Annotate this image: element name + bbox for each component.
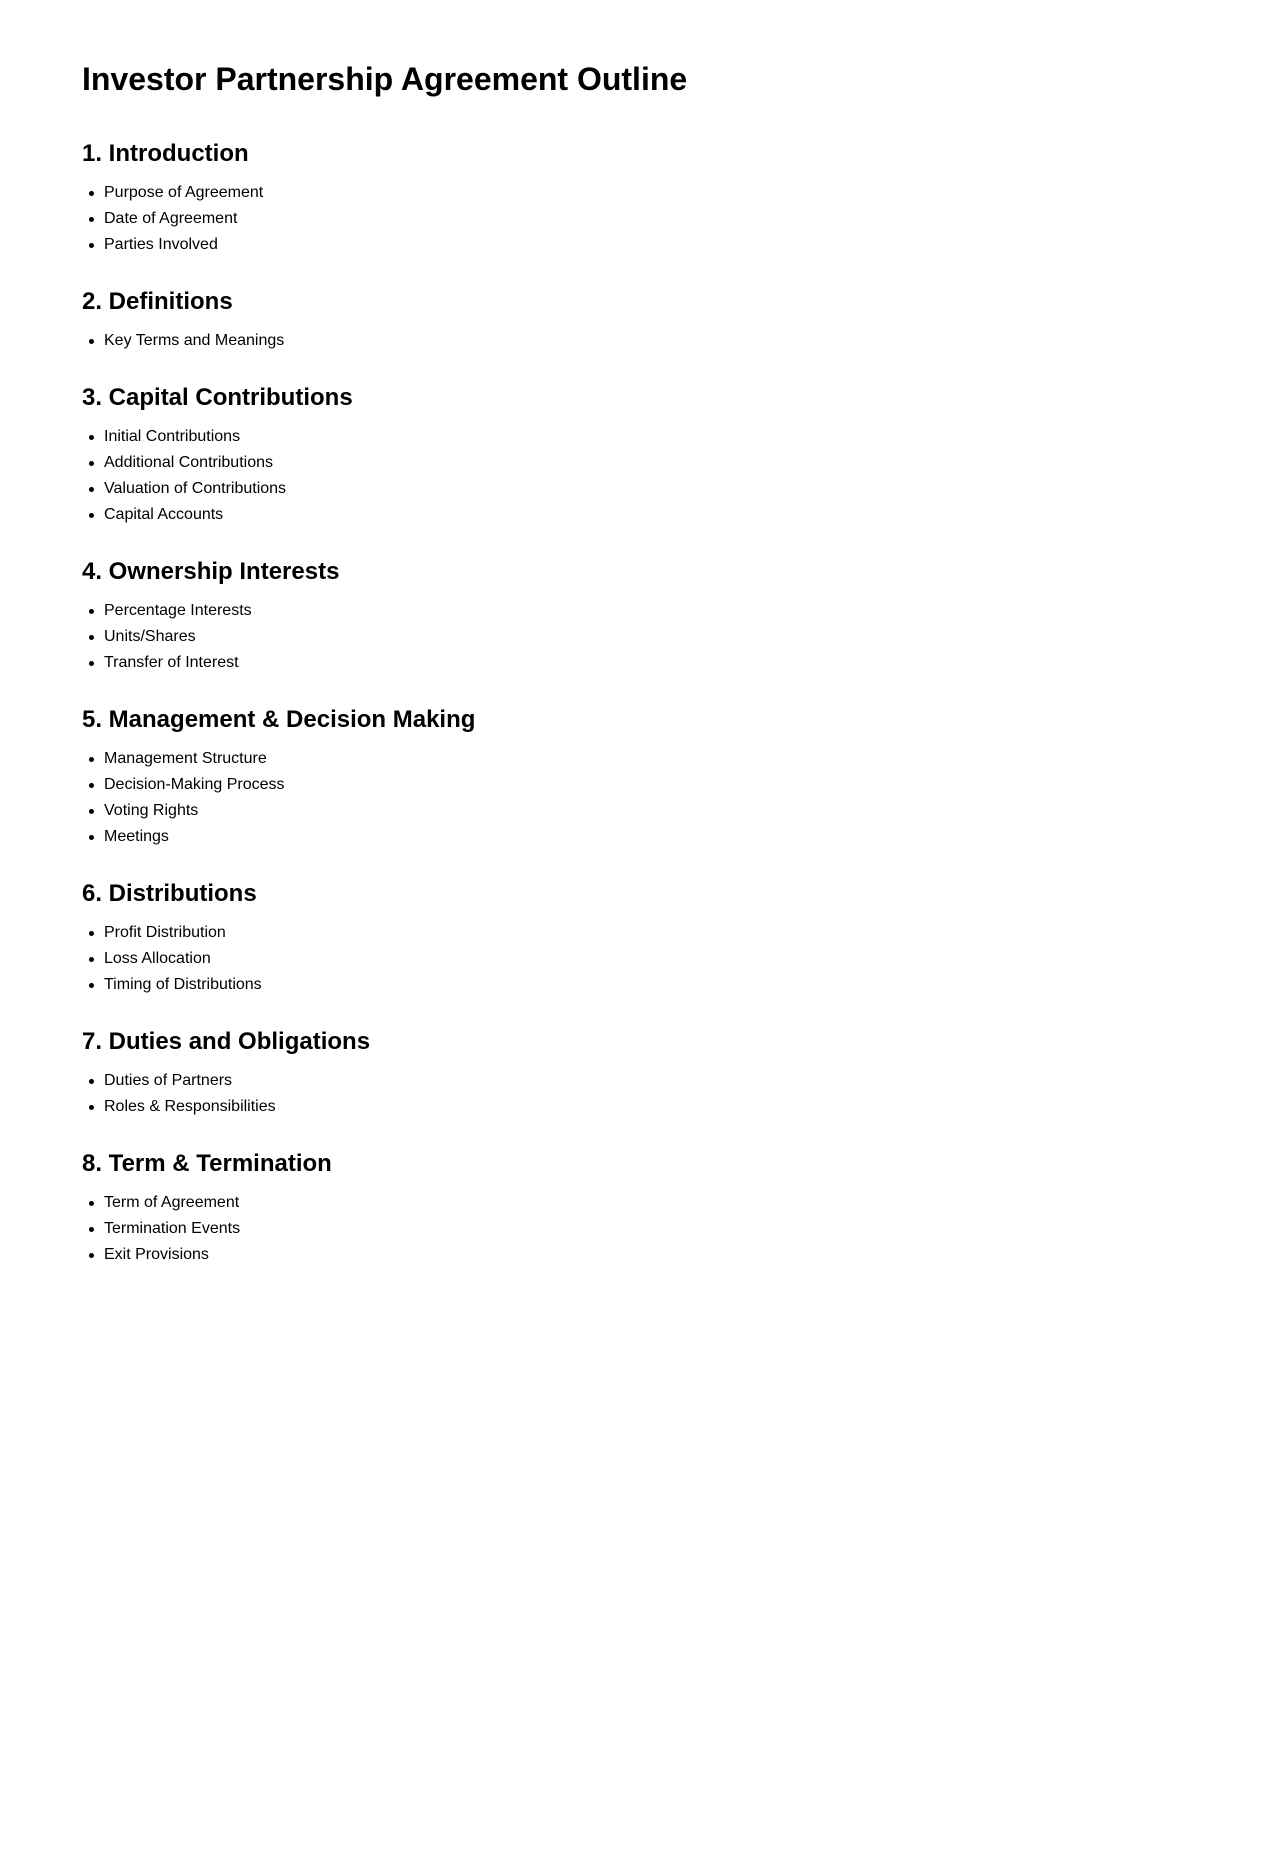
list-item-text: Initial Contributions <box>104 428 241 445</box>
list-item-text: Purpose of Agreement <box>104 184 264 201</box>
section-list <box>82 328 1263 354</box>
bullet-icon <box>89 783 94 788</box>
section-heading: 1. Introduction <box>82 140 249 167</box>
section-heading: 2. Definitions <box>82 288 233 315</box>
bullet-icon <box>89 609 94 614</box>
list-item <box>104 232 1263 258</box>
list-item <box>104 598 1263 624</box>
bullet-icon <box>89 809 94 814</box>
list-item <box>104 772 1263 798</box>
list-item-text: Roles & Responsibilities <box>104 1098 276 1115</box>
list-item-text: Exit Provisions <box>104 1246 209 1263</box>
list-item-text: Additional Contributions <box>104 454 273 471</box>
bullet-icon <box>89 461 94 466</box>
section-introduction <box>82 140 1263 258</box>
section-list <box>82 920 1263 998</box>
list-item <box>104 798 1263 824</box>
bullet-icon <box>89 835 94 840</box>
bullet-icon <box>89 487 94 492</box>
list-item-text: Parties Involved <box>104 236 218 253</box>
list-item <box>104 424 1263 450</box>
list-item-text: Loss Allocation <box>104 950 211 967</box>
section-distributions <box>82 880 1263 998</box>
section-term-termination <box>82 1150 1263 1268</box>
list-item <box>104 946 1263 972</box>
bullet-icon <box>89 931 94 936</box>
list-item-text: Units/Shares <box>104 628 196 645</box>
section-heading: 6. Distributions <box>82 880 257 907</box>
list-item <box>104 972 1263 998</box>
list-item <box>104 1242 1263 1268</box>
bullet-icon <box>89 957 94 962</box>
list-item <box>104 476 1263 502</box>
list-item <box>104 1190 1263 1216</box>
list-item-text: Capital Accounts <box>104 506 224 523</box>
list-item <box>104 1094 1263 1120</box>
section-heading: 8. Term & Termination <box>82 1150 332 1177</box>
bullet-icon <box>89 339 94 344</box>
list-item <box>104 1216 1263 1242</box>
list-item <box>104 328 1263 354</box>
section-list <box>82 424 1263 528</box>
list-item-text: Meetings <box>104 828 169 845</box>
list-item <box>104 206 1263 232</box>
section-list <box>82 180 1263 258</box>
bullet-icon <box>89 983 94 988</box>
section-list <box>82 1068 1263 1120</box>
list-item-text: Voting Rights <box>104 802 199 819</box>
list-item <box>104 1068 1263 1094</box>
list-item <box>104 624 1263 650</box>
section-list <box>82 598 1263 676</box>
section-definitions <box>82 288 1263 354</box>
section-capital-contributions <box>82 384 1263 528</box>
bullet-icon <box>89 435 94 440</box>
list-item <box>104 650 1263 676</box>
list-item-text: Percentage Interests <box>104 602 252 619</box>
list-item <box>104 746 1263 772</box>
list-item-text: Profit Distribution <box>104 924 226 941</box>
section-duties-obligations <box>82 1028 1263 1120</box>
section-ownership-interests <box>82 558 1263 676</box>
list-item-text: Transfer of Interest <box>104 654 239 671</box>
list-item <box>104 920 1263 946</box>
bullet-icon <box>89 1079 94 1084</box>
section-heading: 4. Ownership Interests <box>82 558 340 585</box>
list-item-text: Key Terms and Meanings <box>104 332 285 349</box>
bullet-icon <box>89 1105 94 1110</box>
bullet-icon <box>89 1227 94 1232</box>
bullet-icon <box>89 1253 94 1258</box>
list-item-text: Date of Agreement <box>104 210 238 227</box>
page-title: Investor Partnership Agreement Outline <box>82 61 688 97</box>
bullet-icon <box>89 661 94 666</box>
list-item-text: Termination Events <box>104 1220 241 1237</box>
bullet-icon <box>89 635 94 640</box>
section-heading: 3. Capital Contributions <box>82 384 353 411</box>
list-item-text: Management Structure <box>104 750 267 767</box>
section-management-decision-making <box>82 706 1263 850</box>
bullet-icon <box>89 191 94 196</box>
section-heading: 7. Duties and Obligations <box>82 1028 371 1055</box>
bullet-icon <box>89 1201 94 1206</box>
list-item <box>104 824 1263 850</box>
section-list <box>82 746 1263 850</box>
list-item-text: Valuation of Contributions <box>104 480 287 497</box>
section-list <box>82 1190 1263 1268</box>
list-item-text: Decision-Making Process <box>104 776 285 793</box>
section-heading: 5. Management & Decision Making <box>82 706 476 733</box>
list-item <box>104 450 1263 476</box>
list-item-text: Duties of Partners <box>104 1072 233 1089</box>
list-item-text: Term of Agreement <box>104 1194 240 1211</box>
list-item-text: Timing of Distributions <box>104 976 262 993</box>
list-item <box>104 502 1263 528</box>
bullet-icon <box>89 513 94 518</box>
bullet-icon <box>89 757 94 762</box>
list-item <box>104 180 1263 206</box>
bullet-icon <box>89 243 94 248</box>
bullet-icon <box>89 217 94 222</box>
